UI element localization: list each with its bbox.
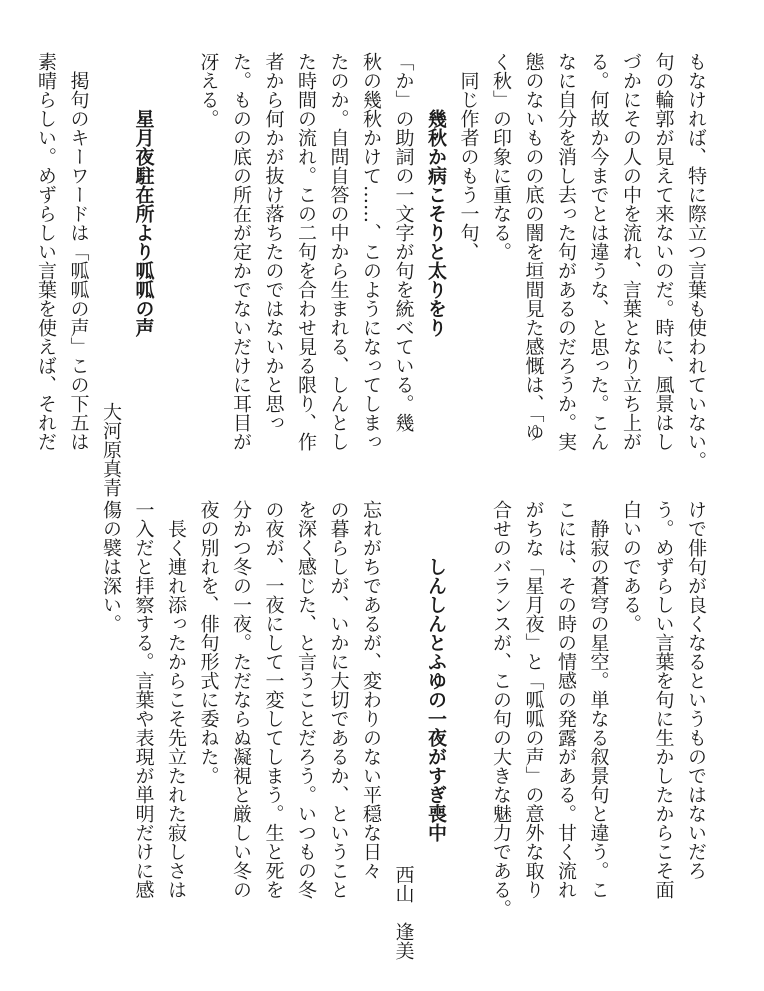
- body-line: 分かつ冬の一夜。ただならぬ凝視と厳しい冬の: [230, 500, 252, 899]
- lower-essay-block: [95, 500, 713, 960]
- column-gap: [160, 52, 193, 497]
- body-line: もなければ、特に際立つ言葉も使われていない。: [685, 52, 707, 470]
- body-line: 夜の別れを、俳句形式に委ねた。: [197, 500, 220, 785]
- body-line: の夜が、一夜にして一変してしまう。生と死を: [262, 500, 285, 899]
- upper-essay-block: [30, 52, 713, 497]
- body-line: たのか。自問自答の中から生まれる、しんとし: [327, 52, 350, 451]
- body-line: 合せのバランスが、この句の大きな魅力である。: [490, 500, 512, 918]
- body-line: こには、その時の情感の発露がある。甘く流れ: [555, 500, 577, 899]
- haiku-author: 西山 逢美: [392, 865, 415, 960]
- body-line: 「か」の助詞の一文字が句を統べている。幾: [392, 52, 415, 432]
- body-line: 静寂の蒼穹の星空。単なる叙景句と違う。こ: [587, 519, 610, 899]
- body-line: た。ものの底の所在が定かでないだけに耳目が: [230, 52, 252, 451]
- haiku-author: 大河原真青: [100, 402, 122, 497]
- body-line: 同じ作者のもう一句、: [457, 71, 480, 261]
- body-line: がちな「星月夜」と「呱呱の声」の意外な取り: [522, 500, 545, 899]
- body-line: 長く連れ添ったからこそ先立たれた寂しさは: [165, 519, 187, 899]
- body-line: 秋の幾秋かけて……、このようになってしまっ: [360, 52, 382, 451]
- body-line: けで俳句が良くなるというものではないだろ: [685, 500, 707, 880]
- body-line: 者から何かが抜け落ちたのではないかと思っ: [262, 52, 285, 432]
- body-line: を深く感じた、と言うことだろう。いつもの冬: [295, 500, 317, 899]
- body-line: なに自分を消し去った句があるのだろうか。実: [555, 52, 577, 451]
- body-line: 一入だと拝察する。言葉や表現が単明だけに感: [132, 500, 155, 899]
- body-line: 傷の襞は深い。: [100, 500, 122, 633]
- body-line: の暮らしが、いかに大切であるか、ということ: [327, 500, 350, 899]
- body-line: る。何故か今までとは違うな、と思った。こん: [587, 52, 610, 451]
- column-gap: [452, 500, 485, 960]
- body-line: 掲句のキーワードは「呱呱の声」この下五は: [67, 71, 90, 451]
- haiku-quote: 幾秋か病こそりと太りをり: [425, 109, 447, 337]
- haiku-quote: しんしんとふゆの一夜がすぎ喪中: [425, 557, 447, 842]
- body-line: 態のないものの底の闇を垣間見た感慨は、「ゆ: [522, 52, 545, 442]
- body-line: 冴える。: [197, 52, 220, 128]
- body-line: く秋」の印象に重なる。: [490, 52, 512, 261]
- body-line: づかにその人の中を流れ、言葉となり立ち上が: [620, 52, 642, 451]
- body-line: 忘れがちであるが、変わりのない平穏な日々: [360, 500, 382, 880]
- body-line: た時間の流れ。この二句を合わせ見る限り、作: [295, 52, 317, 451]
- body-line: う。めずらしい言葉を句に生かしたからこそ面: [652, 500, 675, 899]
- body-line: 白いのである。: [620, 500, 642, 633]
- body-line: 素晴らしい。めずらしい言葉を使えば、それだ: [35, 52, 57, 451]
- haiku-quote: 星月夜駐在所より呱呱の声: [132, 109, 155, 337]
- body-line: 句の輪郭が見えて来ないのだ。時に、風景はし: [652, 52, 675, 451]
